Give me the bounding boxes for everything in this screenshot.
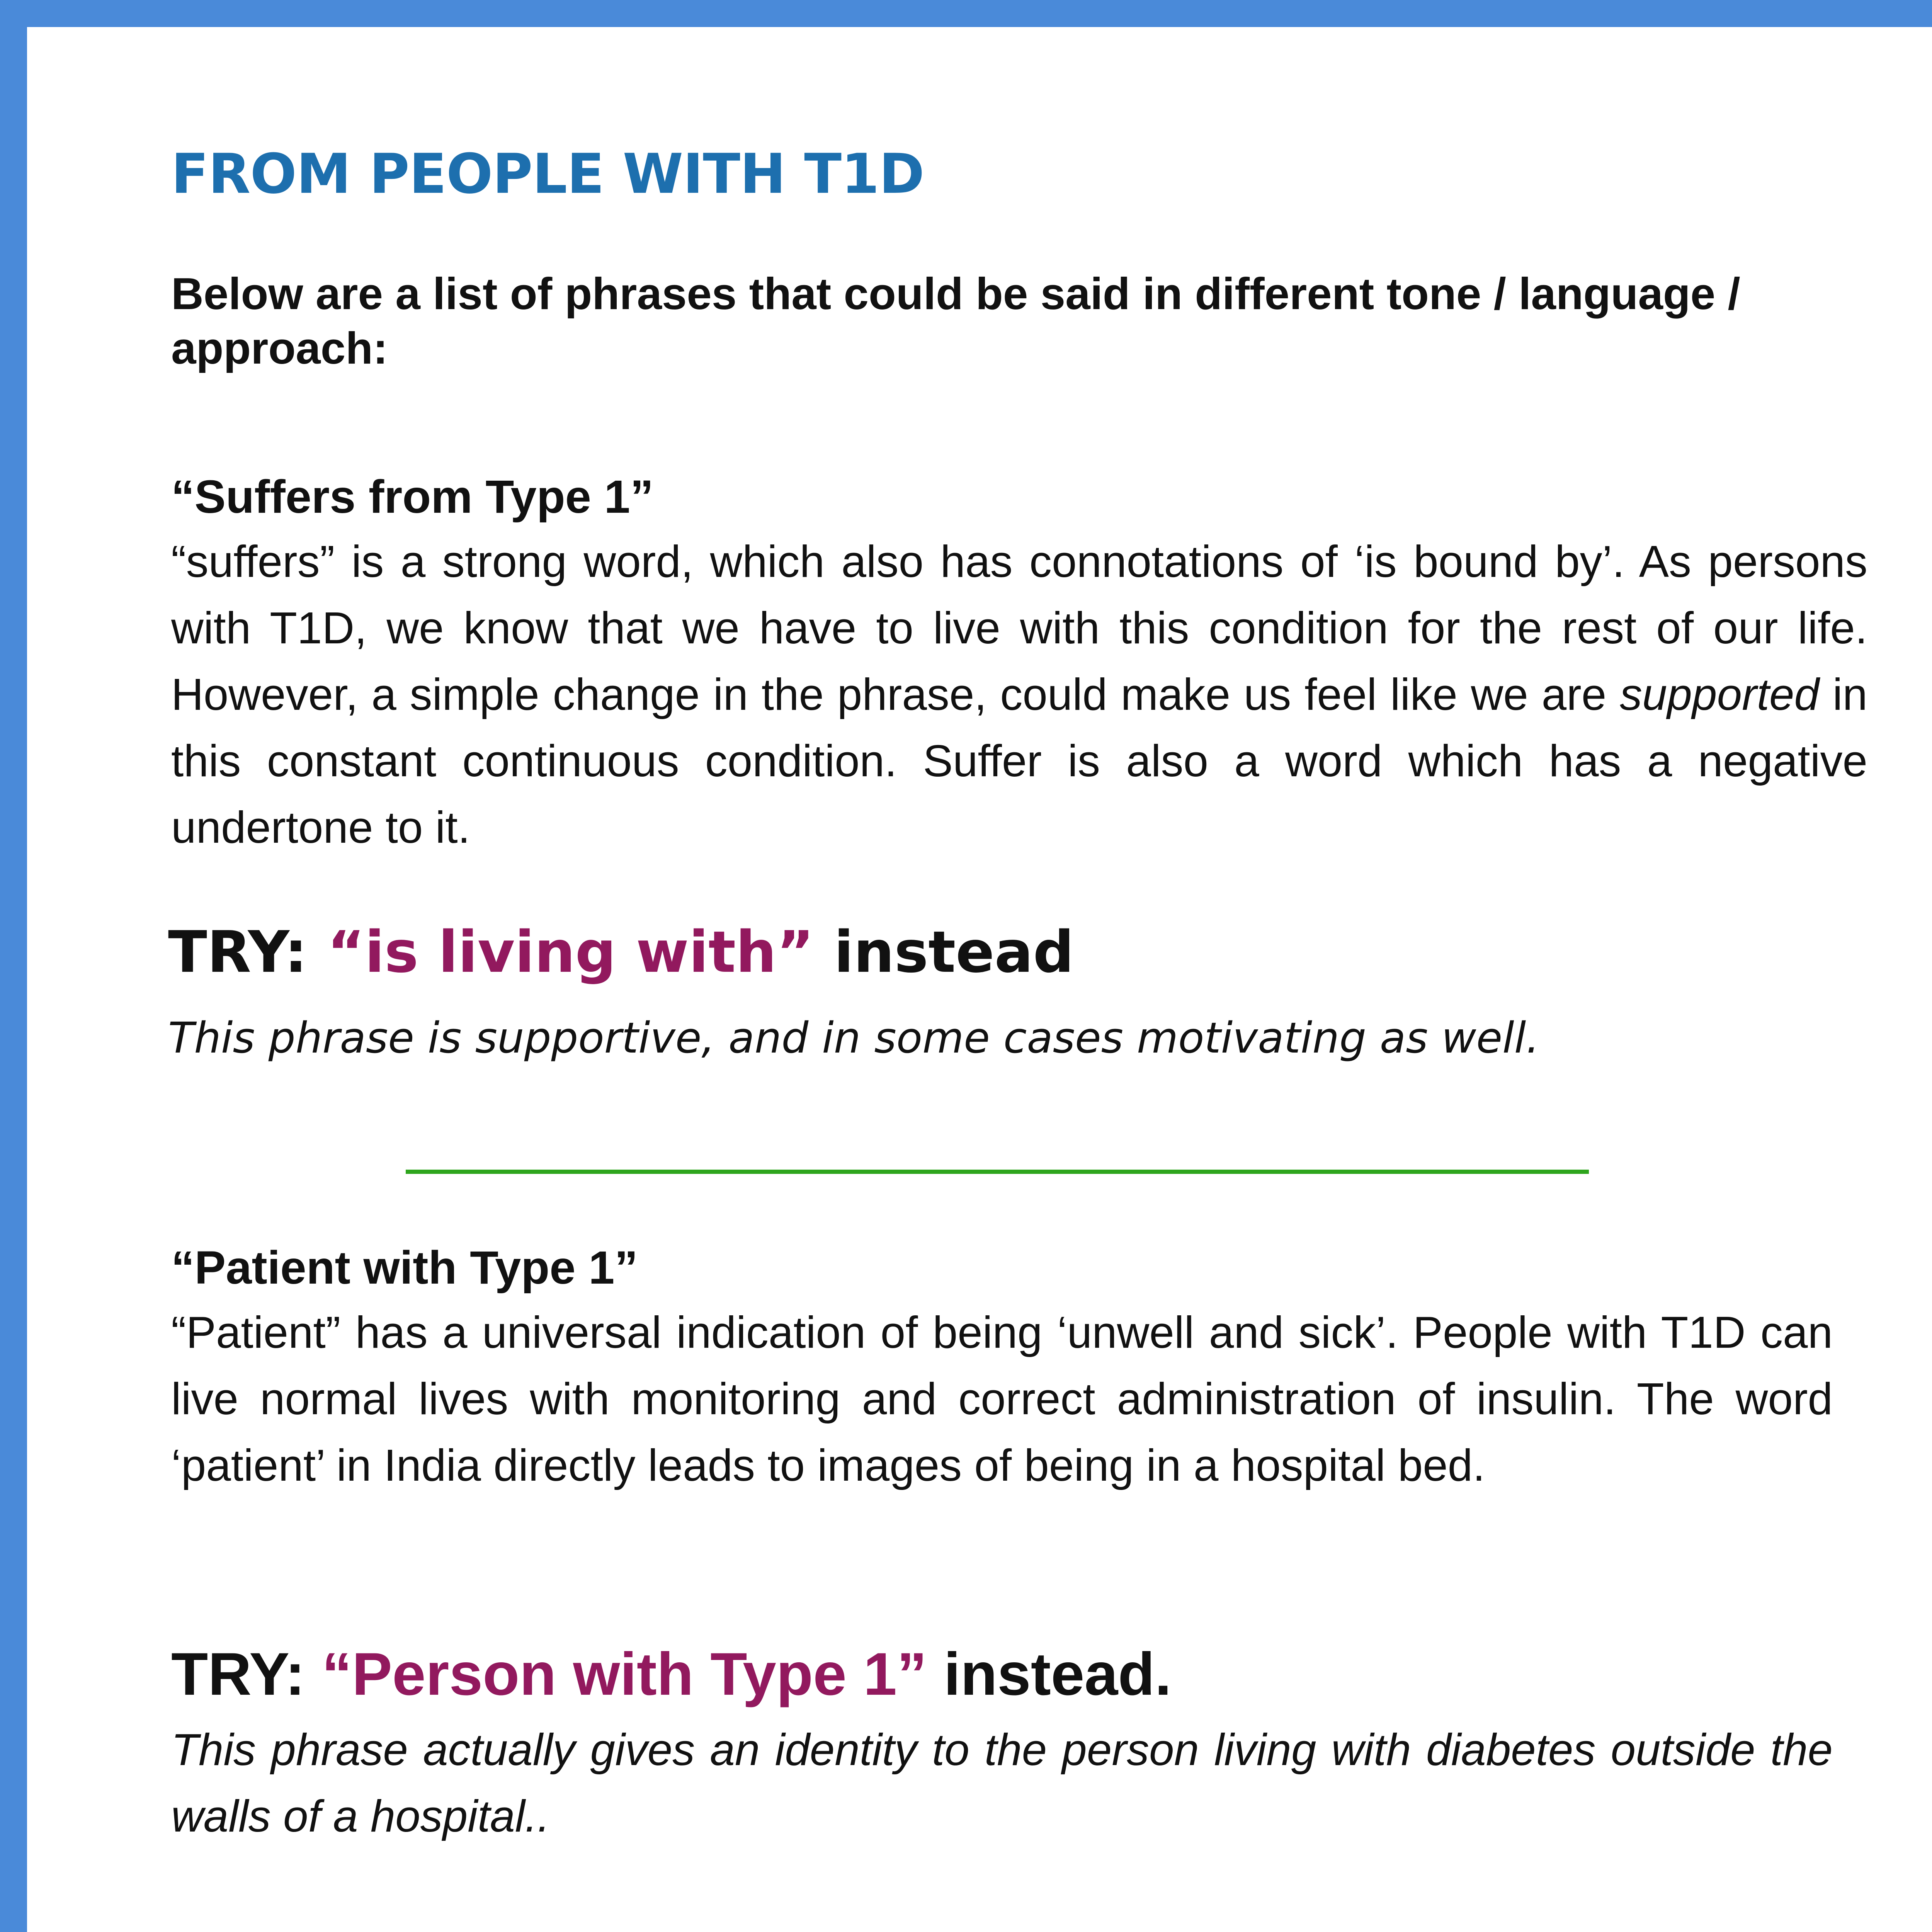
try-suffix: instead. [927,1641,1172,1708]
suggested-phrase: “Person with Type 1” [321,1641,927,1708]
try-suffix: instead [814,919,1074,985]
phrase-patient: “Patient with Type 1” [171,1241,638,1294]
try-label: TRY: [168,919,327,985]
phrase-suffers: “Suffers from Type 1” [171,470,654,523]
try-suggestion-1 [168,919,1074,985]
explanation-suffers [171,528,1867,861]
explanation-suffers-part1: “suffers” is a strong word, which also has connotations of ‘is bound by’. As persons with T1D, we know that we have to live with this condition for the rest of our life. However, a simple change in the phrase, could make us feel like we are [171,536,1867,719]
note-patient: This phrase actually gives an identity to the person living with diabetes outside the walls of a hospital.. [171,1725,1833,1841]
section-divider [406,1170,1589,1174]
explanation-patient: “Patient” has a universal indication of being ‘unwell and sick’. People with T1D can live normal lives with monitoring and correct administration of insulin. The word ‘patient’ in India directly leads to images of being in a hospital bed. [171,1307,1833,1490]
note-suffers: This phrase is supportive, and in some cases motivating as well. [168,1013,1540,1063]
try-label: TRY: [171,1641,322,1708]
explanation-suffers-emphasis: supported [1620,669,1819,719]
page-title: FROM PEOPLE WITH T1D [171,142,924,206]
explanation-suffers-part2: in this constant continuous condition. Suffer is also a word which has a negative undertone to it. [171,669,1868,852]
intro-text: Below are a list of phrases that could be said in different tone / language / approach: [171,269,1740,373]
try-suggestion-2 [171,1641,1172,1708]
suggested-phrase: “is living with” [327,919,814,985]
